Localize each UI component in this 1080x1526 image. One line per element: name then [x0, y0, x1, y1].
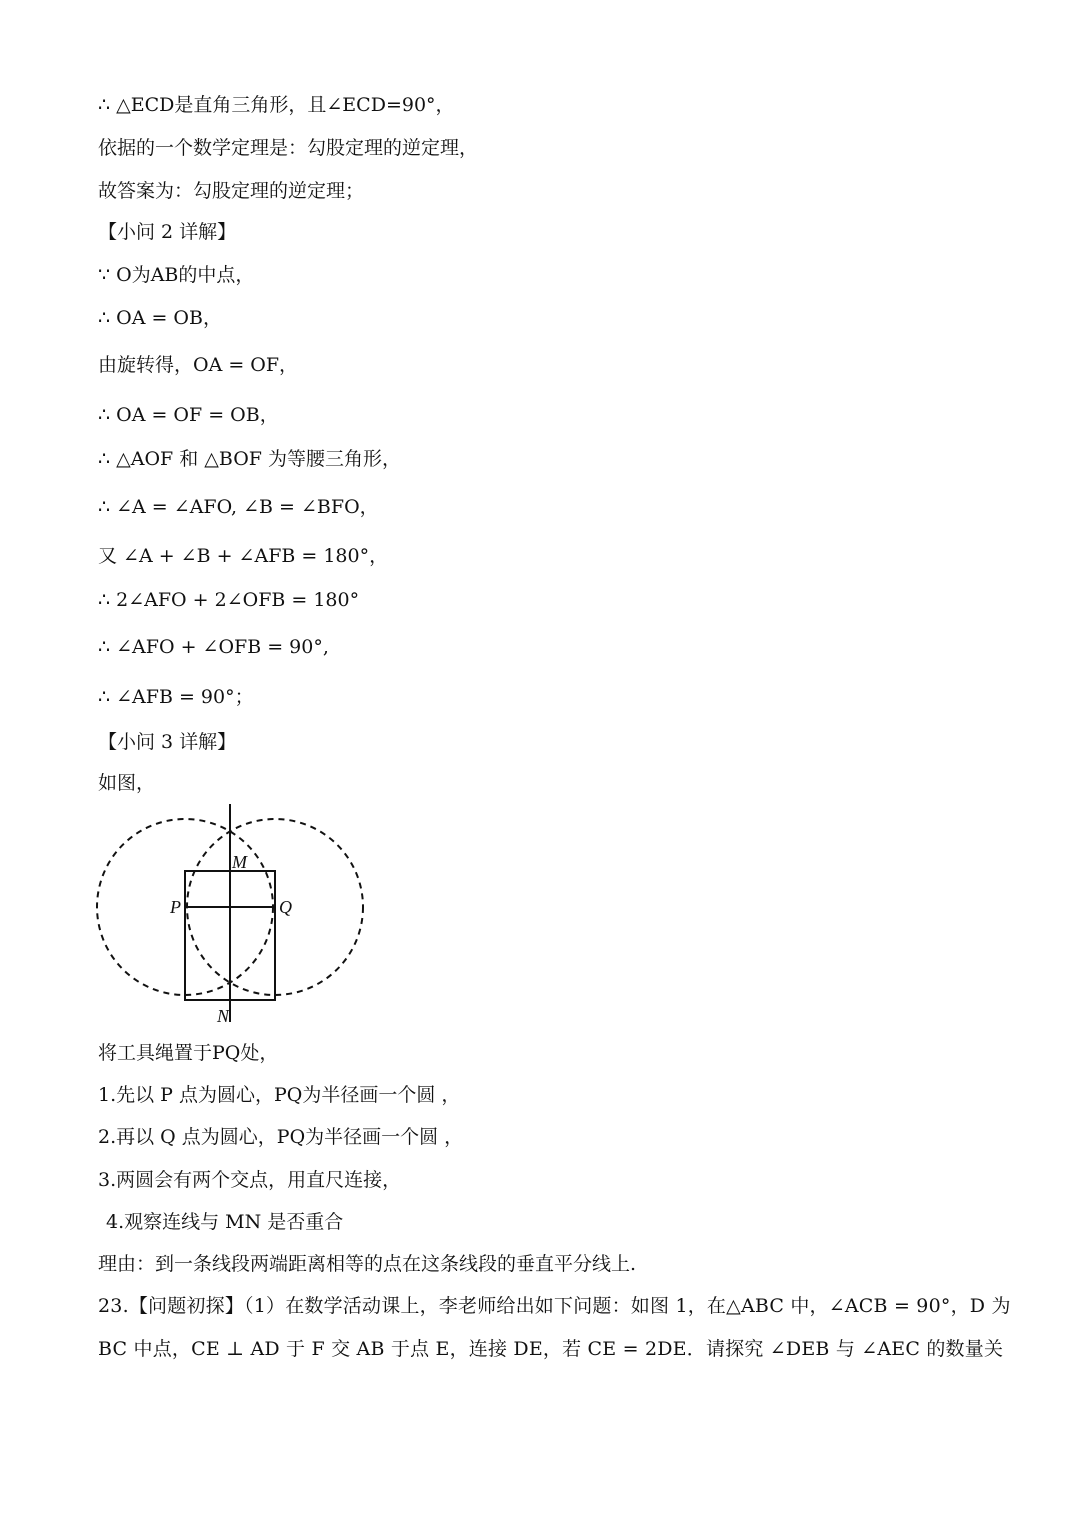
question-23-line2: BC 中点，CE ⊥ AD 于 F 交 AB 于点 E，连接 DE，若 CE = 2DE．请探究 ∠DEB 与 ∠AEC 的数量关	[98, 1338, 1004, 1360]
text-line: ∴ △ECD是直角三角形，且∠ECD=90°，	[98, 94, 455, 116]
proof-step: 又 ∠A + ∠B + ∠AFB = 180°，	[98, 545, 389, 567]
list-item: 4.观察连线与 MN 是否重合	[106, 1211, 344, 1233]
list-item: 2.再以 Q 点为圆心，PQ为半径画一个圆 ，	[98, 1126, 464, 1148]
proof-step: ∴ ∠AFO + ∠OFB = 90°,	[98, 636, 329, 658]
text-line: 如图，	[98, 772, 156, 794]
text-line: 理由：到一条线段两端距离相等的点在这条线段的垂直平分线上.	[98, 1253, 637, 1275]
proof-step: ∴ ∠AFB = 90°；	[98, 686, 254, 708]
proof-step: ∴ △AOF 和 △BOF 为等腰三角形，	[98, 448, 402, 470]
label-m: M	[232, 852, 247, 872]
label-p: P	[170, 897, 181, 917]
proof-step: ∴ OA = OF = OB，	[98, 404, 279, 426]
proof-step: ∴ 2∠AFO + 2∠OFB = 180°	[98, 589, 360, 611]
text-line: 将工具绳置于PQ处，	[98, 1042, 279, 1064]
text-line: 依据的一个数学定理是：勾股定理的逆定理，	[98, 137, 479, 159]
question-23-line1: 23.【问题初探】（1）在数学活动课上，李老师给出如下问题：如图 1，在△ABC 中，∠ACB = 90°，D 为	[98, 1295, 1011, 1317]
proof-step: ∴ ∠A = ∠AFO, ∠B = ∠BFO，	[98, 496, 379, 518]
list-item: 1.先以 P 点为圆心，PQ为半径画一个圆 ，	[98, 1084, 461, 1106]
text-line: 故答案为：勾股定理的逆定理；	[98, 180, 365, 202]
section-heading: 【小问 2 详解】	[98, 221, 237, 243]
section-heading: 【小问 3 详解】	[98, 731, 237, 753]
proof-step: ∵ O为AB的中点，	[98, 264, 255, 286]
proof-step: 由旋转得，OA = OF，	[98, 354, 299, 376]
list-item: 3.两圆会有两个交点，用直尺连接，	[98, 1169, 402, 1191]
construction-figure	[92, 800, 372, 1030]
proof-step: ∴ OA = OB，	[98, 307, 222, 329]
label-q: Q	[279, 897, 292, 917]
label-n: N	[217, 1006, 230, 1026]
